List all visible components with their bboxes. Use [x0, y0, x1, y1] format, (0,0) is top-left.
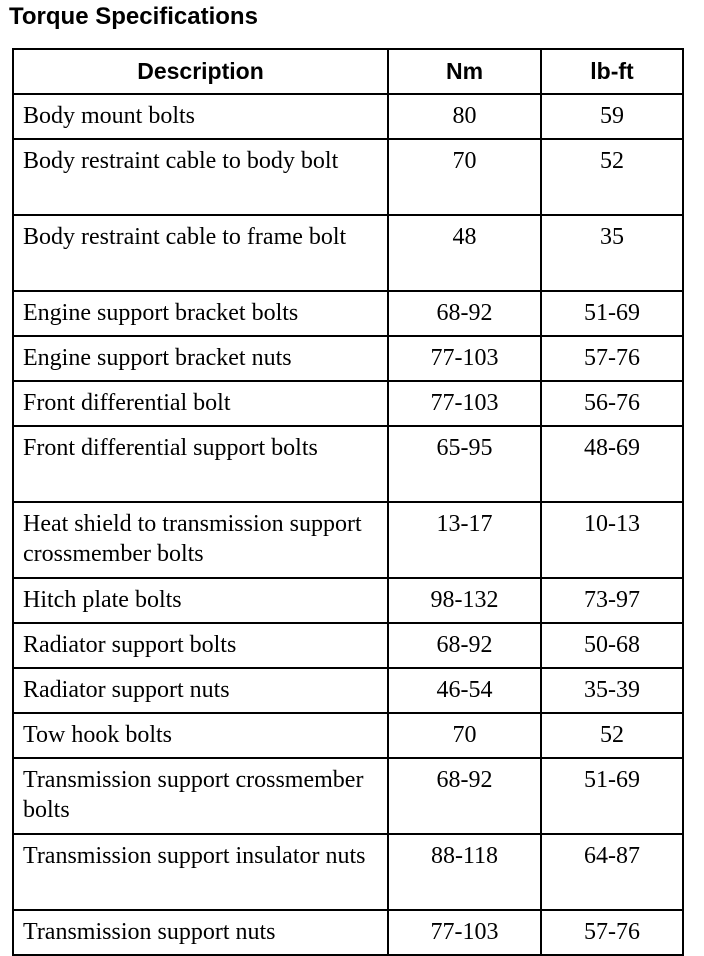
cell-description: Transmission support nuts	[13, 910, 388, 955]
table-header-row	[13, 49, 683, 94]
cell-lbft: 52	[541, 139, 683, 215]
torque-spec-table	[12, 48, 684, 956]
header-nm: Nm	[388, 49, 541, 94]
cell-description: Transmission support crossmember bolts	[13, 758, 388, 834]
table-row	[13, 215, 683, 291]
table-row	[13, 502, 683, 578]
cell-nm: 68-92	[388, 291, 541, 336]
cell-nm: 88-118	[388, 834, 541, 910]
table-row	[13, 578, 683, 623]
cell-nm: 98-132	[388, 578, 541, 623]
table-row	[13, 910, 683, 955]
cell-description: Body mount bolts	[13, 94, 388, 139]
table-row	[13, 94, 683, 139]
cell-nm: 48	[388, 215, 541, 291]
cell-description: Radiator support nuts	[13, 668, 388, 713]
table-row	[13, 834, 683, 910]
cell-nm: 68-92	[388, 758, 541, 834]
cell-description: Transmission support insulator nuts	[13, 834, 388, 910]
table-row	[13, 426, 683, 502]
cell-lbft: 51-69	[541, 291, 683, 336]
cell-nm: 77-103	[388, 910, 541, 955]
cell-lbft: 35-39	[541, 668, 683, 713]
cell-description: Body restraint cable to body bolt	[13, 139, 388, 215]
table-row	[13, 381, 683, 426]
cell-nm: 77-103	[388, 381, 541, 426]
cell-description: Engine support bracket nuts	[13, 336, 388, 381]
cell-description: Heat shield to transmission support crossmember bolts	[13, 502, 388, 578]
cell-lbft: 57-76	[541, 910, 683, 955]
cell-nm: 77-103	[388, 336, 541, 381]
cell-nm: 70	[388, 713, 541, 758]
cell-nm: 46-54	[388, 668, 541, 713]
cell-description: Front differential bolt	[13, 381, 388, 426]
cell-lbft: 10-13	[541, 502, 683, 578]
cell-description: Hitch plate bolts	[13, 578, 388, 623]
cell-lbft: 57-76	[541, 336, 683, 381]
cell-description: Radiator support bolts	[13, 623, 388, 668]
cell-lbft: 52	[541, 713, 683, 758]
cell-nm: 80	[388, 94, 541, 139]
table-row	[13, 758, 683, 834]
cell-lbft: 48-69	[541, 426, 683, 502]
cell-lbft: 59	[541, 94, 683, 139]
cell-nm: 65-95	[388, 426, 541, 502]
cell-nm: 68-92	[388, 623, 541, 668]
cell-nm: 70	[388, 139, 541, 215]
cell-lbft: 56-76	[541, 381, 683, 426]
table-row	[13, 336, 683, 381]
cell-lbft: 50-68	[541, 623, 683, 668]
table-row	[13, 623, 683, 668]
cell-description: Tow hook bolts	[13, 713, 388, 758]
header-description: Description	[13, 49, 388, 94]
cell-lbft: 51-69	[541, 758, 683, 834]
table-row	[13, 668, 683, 713]
cell-nm: 13-17	[388, 502, 541, 578]
table-row	[13, 713, 683, 758]
page-title: Torque Specifications	[9, 3, 258, 30]
header-lbft: lb-ft	[541, 49, 683, 94]
cell-lbft: 35	[541, 215, 683, 291]
cell-lbft: 64-87	[541, 834, 683, 910]
cell-lbft: 73-97	[541, 578, 683, 623]
cell-description: Body restraint cable to frame bolt	[13, 215, 388, 291]
table-row	[13, 291, 683, 336]
cell-description: Front differential support bolts	[13, 426, 388, 502]
table-row	[13, 139, 683, 215]
cell-description: Engine support bracket bolts	[13, 291, 388, 336]
